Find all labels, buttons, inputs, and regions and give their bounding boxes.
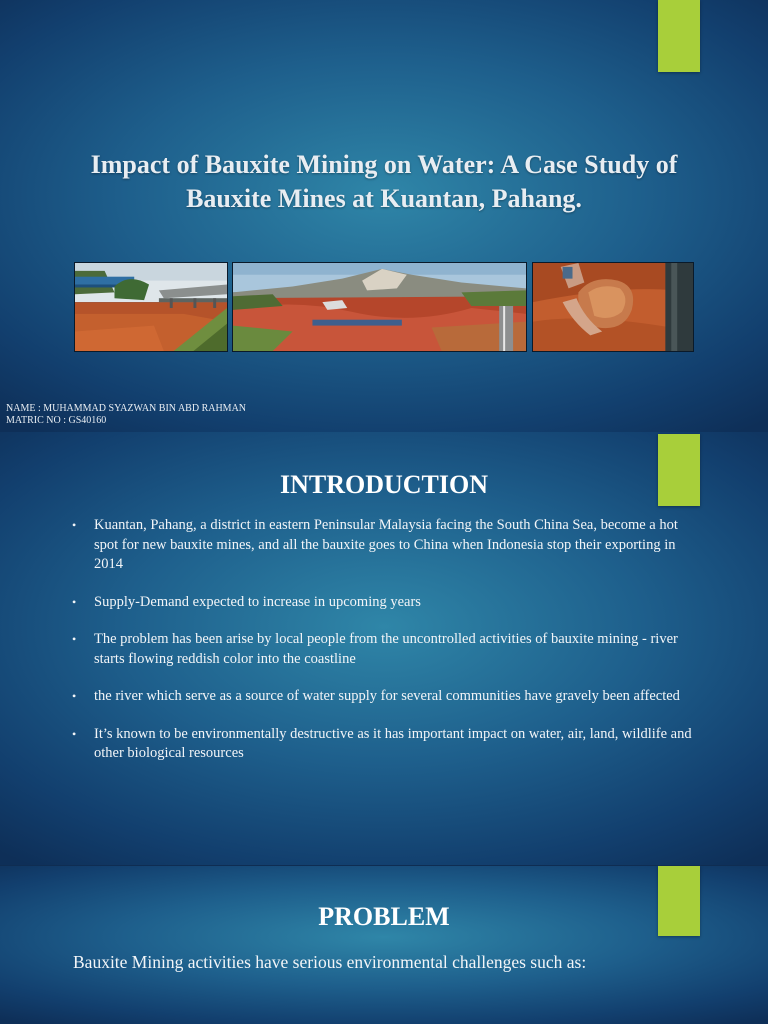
introduction-slide	[0, 432, 768, 865]
problem-intro-text: Bauxite Mining activities have serious environmental challenges such as:	[73, 952, 587, 972]
bullet-text: Kuantan, Pahang, a district in eastern Peninsular Malaysia facing the South China Sea, become a hot spot for new bauxite mines, and all the bauxite goes to China when Indonesia stop their exporting in 2014	[94, 517, 678, 572]
bullet-text: It’s known to be environmentally destructive as it has important impact on water, air, land, wildlife and other biological resources	[94, 725, 692, 761]
bullet-item	[72, 593, 698, 613]
bullet-text: Supply-Demand expected to increase in upcoming years	[94, 593, 421, 610]
problem-slide	[0, 866, 768, 1024]
bullet-list	[72, 516, 698, 782]
title-slide	[0, 0, 768, 432]
bullet-text: The problem has been arise by local people from the uncontrolled activities of bauxite mining - river starts flowing reddish color into the coastline	[94, 631, 678, 667]
bullet-glyph: •	[72, 726, 77, 741]
bullet-glyph: •	[72, 518, 77, 532]
author-info	[6, 403, 246, 427]
slide-title: Impact of Bauxite Mining on Water: A Case Study of Bauxite Mines at Kuantan, Pahang.	[90, 150, 678, 213]
red-river-photo	[74, 262, 228, 352]
slide-heading: INTRODUCTION	[279, 470, 489, 499]
bullet-glyph: •	[72, 594, 77, 609]
bullet-item	[72, 687, 698, 707]
bullet-item	[72, 630, 698, 669]
bullet-item	[72, 516, 698, 575]
bauxite-ore-in-hand-photo	[532, 262, 694, 352]
accent-bar	[658, 0, 700, 72]
bullet-text: the river which serve as a source of water supply for several communities have gravely been affected	[94, 688, 680, 704]
bullet-glyph: •	[72, 689, 77, 703]
bauxite-mine-panorama-photo	[232, 262, 527, 352]
matric-number: MATRIC NO : GS40160	[6, 415, 107, 426]
author-name: NAME : MUHAMMAD SYAZWAN BIN ABD RAHMAN	[6, 403, 247, 414]
bullet-glyph: •	[72, 632, 77, 646]
bullet-item	[72, 725, 698, 764]
slide-heading: PROBLEM	[318, 902, 450, 931]
